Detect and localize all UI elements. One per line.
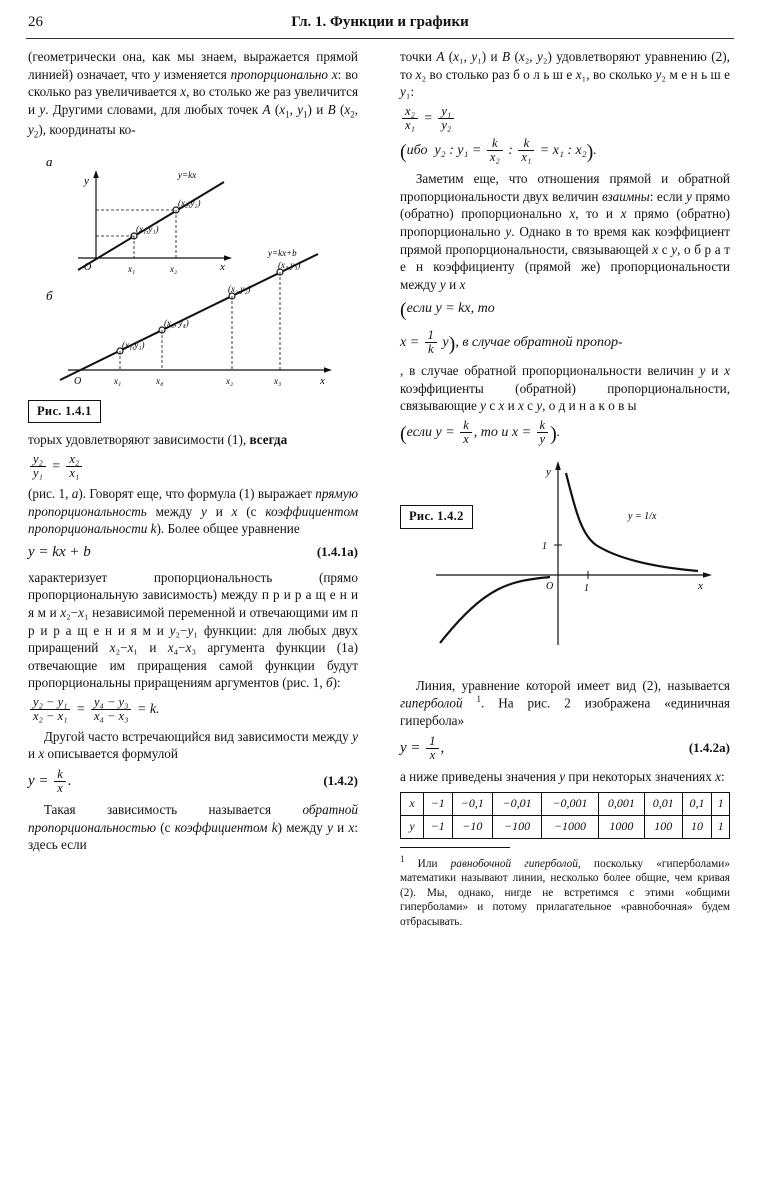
fraction-y1-y2 (438, 105, 454, 132)
cell-x-7: 1 (712, 792, 730, 815)
cell-y-4: 1000 (598, 815, 644, 838)
fraction-k-x (460, 419, 472, 446)
formula-proportion-right (400, 105, 730, 132)
equation-text: y = $\frac{k}{x}$ . (28, 767, 72, 796)
paren-close: ) (586, 140, 594, 163)
svg-text:(x₄, y₄): (x₄, y₄) (164, 317, 189, 328)
fraction-numerator: k (491, 135, 498, 150)
cell-y-1: −10 (452, 815, 493, 838)
figure-1-4-1-graphic (28, 148, 358, 398)
formula-proportion-left (28, 453, 358, 480)
fraction-k-y (537, 419, 549, 446)
footnote-rule (400, 847, 510, 848)
svg-text:y=kx+b: y=kx+b (268, 247, 297, 258)
paragraph-left-1: (геометрически она, как мы знаем, выражается прямой линией) означает, что y изменяется пропорционально x: во сколько раз увеличивается x, во столько же раз увеличится и y. Другими словами, для любых точек A ($x_1$, $y_1$) и B ($x_2$, $y_2$), координаты ко- (28, 49, 359, 140)
row-label-x: x (401, 792, 424, 815)
fraction-numerator: y₄ − y₃ (93, 694, 129, 709)
fraction-numerator: x₂ (405, 103, 415, 118)
page-number: 26 (28, 14, 43, 30)
fraction-denominator: y₁ (30, 466, 46, 480)
fraction-numerator: k (463, 417, 469, 432)
footnote-text: Или равнобочной гиперболой, поскольку «гиперболами» математики называют линии, несколько более общие, чем кривая (2). Мы, однако, нигде не встретимся с этими «общими гиперболами» и потому прилагательное «равнобочная» будем отбрасывать. (400, 857, 730, 929)
fraction-denominator: x (460, 432, 472, 446)
fraction-numerator: y₂ (33, 452, 43, 467)
paragraph-right-2: Заметим еще, что отношения прямой и обратной пропорциональности двух величин взаимны: если у прямо (обратно) пропорционально x, то и x прямо (обратно) пропорционально у. Однако в то время как коэффициент прямой пропорциональности, связывающей x с у, о б р а т е н коэффициенту (прямой же) пропорциональности между у и x (400, 171, 731, 292)
fraction-denominator: y₂ (438, 118, 454, 132)
fraction-k-x (54, 768, 66, 795)
svg-text:x: x (220, 260, 225, 273)
paren-close: ) (448, 332, 456, 355)
fraction-denominator: x₄ − x₃ (91, 709, 131, 723)
svg-text:x₄: x₄ (156, 375, 164, 386)
fraction-denominator: k (425, 342, 437, 356)
svg-text:(x₃,y₃): (x₃,y₃) (278, 259, 301, 270)
header-rule (26, 38, 734, 39)
fraction-numerator: y₁ (441, 103, 452, 118)
fraction-denominator: x₁ (518, 150, 534, 164)
paren-open: ( (400, 140, 407, 163)
cell-y-6: 10 (682, 815, 712, 838)
svg-text:x₁: x₁ (114, 375, 122, 386)
svg-text:O: O (546, 581, 554, 593)
svg-text:x₂: x₂ (170, 263, 178, 274)
formula-inverse-coeff-1: (если y = kx, то (400, 299, 495, 322)
fraction-dy43-dx43 (91, 696, 131, 723)
fraction-denominator: x (54, 781, 66, 795)
svg-text:(x₂,y₂): (x₂,y₂) (228, 283, 251, 294)
fraction-numerator: k (57, 767, 63, 782)
paragraph-left-2: торых удовлетворяют зависимости (1), всегда (28, 432, 288, 448)
svg-text:x₂: x₂ (226, 375, 234, 386)
figure-1-4-1 (28, 148, 358, 398)
equation-number: (1.4.2a) (688, 739, 730, 755)
cell-y-2: −100 (493, 815, 542, 838)
fraction-numerator: x₂ (69, 452, 80, 467)
paragraph-left-3: (рис. 1, а). Говорят еще, что формула (1) выражает прямую пропорциональность между у и x (с коэффициентом пропорциональности k). Более общее уравнение (28, 486, 358, 537)
fraction-denominator: x₁ (66, 466, 82, 480)
paren-close: ) (550, 422, 557, 445)
svg-text:O: O (84, 261, 92, 273)
svg-text:y: y (546, 466, 551, 479)
fraction-denominator: x₂ − x₁ (30, 709, 70, 723)
formula-inverse-coeff-2: x = $\frac{1}{k}$ y), в случае обратной пропор- (400, 327, 623, 356)
cell-x-2: −0,01 (493, 792, 542, 815)
equation-number: (1.4.1a) (316, 543, 358, 559)
fraction-y2-y1 (30, 453, 46, 480)
fraction-numerator: 1 (429, 733, 436, 748)
equation-1-4-2a (400, 735, 730, 762)
cell-x-3: −0,001 (542, 792, 599, 815)
left-column (28, 48, 358, 857)
fraction-numerator: y₂ − y₁ (33, 694, 68, 709)
page-header (28, 14, 732, 36)
table-row-y (401, 815, 730, 838)
fraction-denominator: x₁ (402, 118, 418, 132)
fraction-x2-x1 (402, 105, 418, 132)
paragraph-right-4: а ниже приведены значения у при некоторых значениях x: (400, 769, 725, 785)
cell-y-7: 1 (712, 815, 730, 838)
figure-1-4-1-caption: Рис. 1.4.1 (28, 400, 101, 424)
paragraph-right-2c: , в случае обратной пропорциональности величин у и x коэффициенты (обратной) пропорциональности, связывающие у с x и x с у, о д и н а к о в ы (400, 363, 730, 414)
formula-increments (28, 696, 358, 723)
cell-x-0: −1 (424, 792, 453, 815)
fraction-1-k (425, 329, 437, 356)
cell-y-0: −1 (424, 815, 453, 838)
paragraph-right-1: точки A (x₁, y₁) и B (x₂, y₂) удовлетворяют уравнению (2), то x₂ во столько раз б о л ь ш е x₁, во сколько y₂ м е н ь ш е y₁: (400, 49, 730, 100)
figure-1-4-2-caption: Рис. 1.4.2 (400, 505, 473, 529)
chapter-title: Гл. 1. Функции и графики (291, 14, 469, 30)
fraction-x2-x1 (66, 453, 82, 480)
paragraph-right-3: Линия, уравнение которой имеет вид (2), называется гиперболой $^1$. На рис. 2 изображена «единичная гипербола» (400, 677, 730, 729)
fraction-k-x1 (518, 137, 534, 164)
equation-number: (1.4.2) (323, 773, 358, 789)
fraction-numerator: 1 (427, 327, 434, 342)
fraction-dy21-dx21 (30, 696, 70, 723)
equation-text: y = $\frac{1}{x}$ , (400, 733, 445, 763)
svg-text:(x₁,y₁): (x₁,y₁) (122, 339, 145, 350)
svg-text:x: x (698, 580, 703, 593)
cell-y-3: −1000 (542, 815, 599, 838)
fraction-numerator: k (523, 135, 530, 150)
fraction-denominator: y (537, 432, 549, 446)
equals-sign: = (423, 110, 433, 126)
equals-k: = k. (136, 701, 160, 717)
svg-text:x₃: x₃ (274, 375, 282, 386)
svg-text:y = 1/x: y = 1/x (628, 511, 657, 523)
fraction-denominator: x₂ (487, 150, 503, 164)
figure-1-4-2-graphic (400, 453, 730, 653)
formula-ibo: (ибо y₂ : y₁ = $\frac{k}{\text{x₂}}$ : $\frac{k}{\text{x₁}}$ = x₁ : x₂). (400, 135, 597, 165)
fraction-1-x (426, 735, 438, 762)
figure-1-4-1-caption-wrap (28, 400, 358, 424)
svg-text:1: 1 (584, 583, 589, 595)
svg-text:y=kx: y=kx (178, 169, 197, 180)
footnote-marker: 1 (400, 853, 405, 864)
svg-text:x₁: x₁ (128, 263, 136, 274)
footnote (400, 854, 730, 930)
paragraph-left-5: Другой часто встречающийся вид зависимости между у и x описывается формулой (28, 728, 358, 762)
paragraph-left-6: Такая зависимость называется обратной пропорциональностью (с коэффициентом k) между у и x: здесь если (28, 802, 359, 853)
fraction-denominator: x (426, 748, 438, 762)
equals-sign: = (75, 701, 86, 717)
right-column (400, 48, 730, 930)
formula-inverse-coeff-3: (если y = $\frac{k}{x}$ , то и x = $\frac{k}{y}$ ). (400, 417, 561, 446)
fraction-numerator: k (539, 417, 546, 432)
svg-text:a: a (46, 153, 53, 169)
cell-x-6: 0,1 (682, 792, 712, 815)
paragraph-left-4: характеризует пропорциональность (прямо пропорциональную зависимость) между п р и р а щ е н и я м и x₂−x₁ независимой переменной и отвечающими им п р и р а щ е н и я м и y₂−y₁ функции: для любых двух приращений x₂−x₁ и x₄−x₃ аргумента функции (1а) отвечающие им приращения самой функции будут пропорциональны приращениям аргументов (рис. 1, б): (28, 569, 358, 691)
cell-x-1: −0,1 (452, 792, 493, 815)
figure-1-4-2-caption-wrap (400, 505, 730, 529)
svg-text:y: y (84, 174, 89, 187)
figure-1-4-2 (400, 453, 730, 653)
svg-text:x: x (320, 374, 325, 387)
svg-text:(x₁,y₁): (x₁,y₁) (136, 223, 159, 234)
svg-text:(x₂,y₂): (x₂,y₂) (178, 197, 201, 208)
svg-text:1: 1 (542, 541, 547, 553)
values-table (400, 792, 730, 839)
cell-x-4: 0,001 (598, 792, 644, 815)
row-label-y: y (401, 815, 424, 838)
equation-text: y = kx + b (28, 543, 91, 560)
table-row-x (401, 792, 730, 815)
paren-open: ( (400, 299, 407, 322)
equation-1-4-1a (28, 543, 358, 563)
paren-open: ( (400, 422, 407, 445)
fraction-k-x2 (487, 137, 503, 164)
equation-1-4-2 (28, 768, 358, 795)
svg-text:O: O (74, 375, 82, 387)
cell-y-5: 100 (644, 815, 682, 838)
equals-sign: = (51, 458, 61, 474)
formula-tail: , в случае обратной пропор- (455, 334, 623, 350)
cell-x-5: 0,01 (644, 792, 682, 815)
svg-text:б: б (46, 287, 53, 303)
